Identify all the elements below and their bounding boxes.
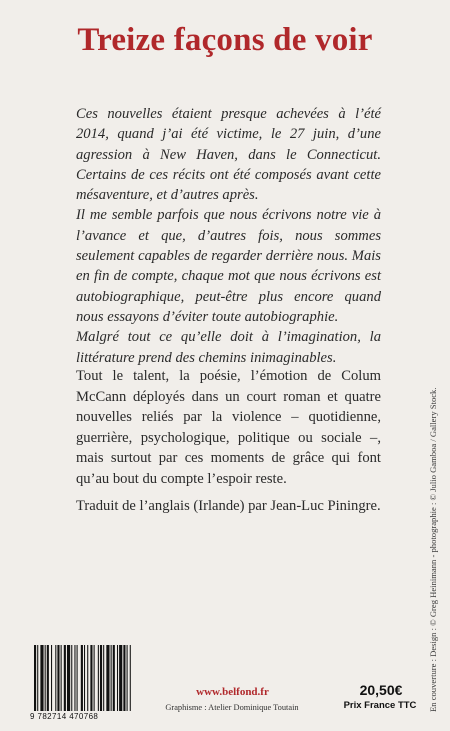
translator-credit: Traduit de l’anglais (Irlande) par Jean-Luc Piningre.: [76, 498, 381, 514]
cover-credits: En couverture : Design : © Greg Heinimann - photographie : © Julio Gamboa / Gallery Stock.: [428, 387, 438, 712]
quote-paragraph-3: Malgré tout ce qu’elle doit à l’imagination, la littérature prend des chemins inimaginables.: [76, 329, 381, 366]
summary-paragraph: Tout le talent, la poésie, l’émotion de Colum McCann déployés dans un court roman et quatre nouvelles reliés par la violence – quotidienne, guerrière, psychologique, politique ou sociale –, mais surtout par ces moments de grâce qui font qu’au bout du compte l’espoir reste.: [76, 368, 381, 487]
author-quote: [76, 104, 381, 368]
graphic-design-credit: Graphisme : Atelier Dominique Toutain: [165, 703, 299, 712]
price: 20,50€: [359, 682, 403, 698]
quote-paragraph-2: Il me semble parfois que nous écrivons notre vie à l’avance et que, d’autres fois, nous sommes seulement capables de regarder derrière nous. Mais en fin de compte, chaque mot que nous écrivons est autobiographique, peut-être plus encore quand nous essayons d’éviter toute autobiographie.: [76, 207, 381, 325]
publisher-website: www.belfond.fr: [196, 686, 269, 698]
price-note: Prix France TTC: [343, 700, 417, 711]
barcode: [32, 645, 136, 715]
book-summary: [76, 366, 381, 489]
barcode-digits: 9 782714 470768: [30, 712, 99, 721]
book-title: Treize façons de voir: [77, 22, 373, 58]
quote-paragraph-1: Ces nouvelles étaient presque achevées à l’été 2014, quand j’ai été victime, le 27 juin, d’une agression à New Haven, dans le Connecticut. Certains de ces récits ont été composés avant cette mésaventure, et d’autres après.: [76, 106, 381, 204]
